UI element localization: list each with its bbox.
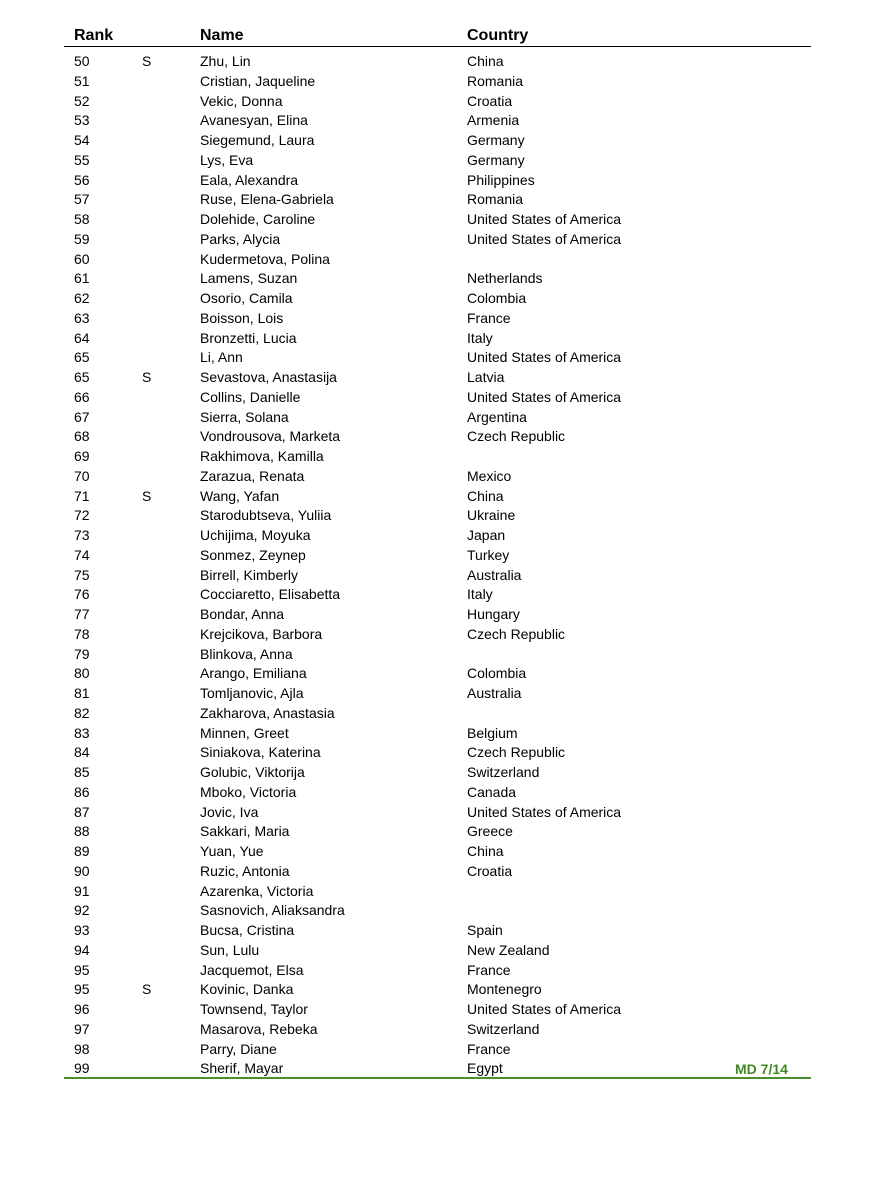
table-row <box>64 526 811 546</box>
footer-divider <box>64 1077 811 1079</box>
row-name: Golubic, Viktorija <box>200 764 305 780</box>
row-name: Dolehide, Caroline <box>200 211 316 227</box>
row-name: Boisson, Lois <box>200 309 284 326</box>
table-row <box>64 585 811 605</box>
row-rank: 67 <box>74 408 90 425</box>
row-country: France <box>467 1040 511 1057</box>
row-rank: 65 <box>74 349 90 366</box>
row-rank: 69 <box>74 448 90 464</box>
row-mark: S <box>142 53 152 69</box>
row-name: Sasnovich, Aliaksandra <box>200 902 345 919</box>
row-name: Bondar, Anna <box>200 606 285 622</box>
table-row <box>64 961 811 981</box>
row-rank: 95 <box>74 981 90 998</box>
row-country: Croatia <box>467 862 513 879</box>
row-country: Hungary <box>467 606 520 622</box>
row-name: Sierra, Solana <box>200 408 289 425</box>
row-name: Zakharova, Anastasia <box>200 704 335 721</box>
row-country: Belgium <box>467 724 518 741</box>
table-row <box>64 901 811 921</box>
table-row <box>64 427 811 447</box>
row-name: Sonmez, Zeynep <box>200 546 306 563</box>
row-country: United States of America <box>467 388 622 405</box>
row-rank: 61 <box>74 270 90 287</box>
row-country: Romania <box>467 191 524 208</box>
row-rank: 95 <box>74 961 90 978</box>
row-country: Switzerland <box>467 764 540 780</box>
row-rank: 94 <box>74 941 90 958</box>
row-rank: 64 <box>74 329 90 346</box>
row-name: Sevastova, Anastasija <box>200 369 337 385</box>
row-name: Parks, Alycia <box>200 230 281 247</box>
row-name: Minnen, Greet <box>200 724 289 741</box>
row-country: Germany <box>467 132 525 148</box>
row-rank: 84 <box>74 744 90 761</box>
row-rank: 78 <box>74 625 90 642</box>
table-row <box>64 190 811 210</box>
row-name: Krejcikova, Barbora <box>200 625 323 642</box>
row-country: Australia <box>467 566 522 583</box>
row-name: Starodubtseva, Yuliia <box>200 507 332 524</box>
row-rank: 63 <box>74 309 90 326</box>
table-row <box>64 269 811 289</box>
row-country: Mexico <box>467 467 512 484</box>
table-row <box>64 348 811 368</box>
row-name: Arango, Emiliana <box>200 665 307 682</box>
row-country: Italy <box>467 586 493 603</box>
row-rank: 98 <box>74 1040 90 1057</box>
table-row <box>64 645 811 665</box>
row-name: Vekic, Donna <box>200 92 283 109</box>
row-country: Montenegro <box>467 981 542 998</box>
row-country: Switzerland <box>467 1020 540 1037</box>
header-rank: Rank <box>74 27 114 44</box>
row-name: Avanesyan, Elina <box>200 112 308 129</box>
table-row <box>64 506 811 526</box>
row-country: Spain <box>467 922 503 938</box>
table-row <box>64 842 811 862</box>
row-mark: S <box>142 487 152 504</box>
table-row <box>64 467 811 487</box>
table-row <box>64 783 811 803</box>
row-rank: 81 <box>74 685 90 701</box>
row-name: Vondrousova, Marketa <box>200 428 341 445</box>
table-row <box>64 882 811 902</box>
row-rank: 88 <box>74 823 90 840</box>
row-name: Lamens, Suzan <box>200 270 298 287</box>
row-country: United States of America <box>467 349 622 366</box>
row-mark: S <box>142 981 152 998</box>
row-name: Kudermetova, Polina <box>200 250 330 267</box>
row-name: Rakhimova, Kamilla <box>200 448 324 464</box>
table-row <box>64 447 811 467</box>
table-row <box>64 980 811 1000</box>
row-name: Eala, Alexandra <box>200 171 299 188</box>
row-name: Sakkari, Maria <box>200 823 290 840</box>
row-rank: 89 <box>74 843 90 859</box>
row-country: Croatia <box>467 92 513 109</box>
row-country: Greece <box>467 823 513 840</box>
row-name: Sun, Lulu <box>200 941 260 958</box>
row-rank: 74 <box>74 546 90 563</box>
row-name: Birrell, Kimberly <box>200 566 299 583</box>
header-name: Name <box>200 27 244 44</box>
row-name: Masarova, Rebeka <box>200 1020 318 1037</box>
row-name: Jovic, Iva <box>200 803 259 820</box>
row-rank: 58 <box>74 211 90 227</box>
table-row <box>64 230 811 250</box>
row-country: Japan <box>467 527 506 543</box>
row-name: Sherif, Mayar <box>200 1060 284 1077</box>
row-rank: 54 <box>74 132 90 148</box>
table-row <box>64 131 811 151</box>
table-body <box>64 52 811 1079</box>
row-country: France <box>467 961 511 978</box>
row-country: Czech Republic <box>467 428 566 445</box>
row-country: Armenia <box>467 112 520 129</box>
row-country: Egypt <box>467 1060 503 1077</box>
table-row <box>64 388 811 408</box>
row-name: Tomljanovic, Ajla <box>200 685 304 701</box>
row-country: Colombia <box>467 290 527 306</box>
row-rank: 53 <box>74 112 90 129</box>
row-rank: 55 <box>74 151 90 168</box>
table-header <box>64 24 811 47</box>
row-name: Osorio, Camila <box>200 290 293 306</box>
row-country: Philippines <box>467 171 535 188</box>
row-country: Turkey <box>467 546 510 563</box>
row-rank: 59 <box>74 230 90 247</box>
row-country: United States of America <box>467 803 622 820</box>
row-rank: 99 <box>74 1060 90 1077</box>
table-row <box>64 210 811 230</box>
table-row <box>64 487 811 507</box>
row-country: Colombia <box>467 665 527 682</box>
row-mark: S <box>142 369 152 385</box>
header-country: Country <box>467 27 529 44</box>
row-name: Mboko, Victoria <box>200 783 297 800</box>
row-name: Cocciaretto, Elisabetta <box>200 586 341 603</box>
row-name: Yuan, Yue <box>200 843 264 859</box>
row-country: New Zealand <box>467 941 550 958</box>
table-row <box>64 566 811 586</box>
row-name: Zhu, Lin <box>200 53 251 69</box>
table-row <box>64 862 811 882</box>
table-row <box>64 329 811 349</box>
row-name: Parry, Diane <box>200 1040 277 1057</box>
row-rank: 70 <box>74 467 90 484</box>
row-rank: 52 <box>74 92 90 109</box>
row-country: Netherlands <box>467 270 543 287</box>
table-row <box>64 250 811 270</box>
row-country: United States of America <box>467 1001 622 1017</box>
row-name: Jacquemot, Elsa <box>200 961 304 978</box>
table-row <box>64 408 811 428</box>
table-row <box>64 151 811 171</box>
row-rank: 56 <box>74 171 90 188</box>
row-rank: 93 <box>74 922 90 938</box>
row-rank: 77 <box>74 606 90 622</box>
row-country: Argentina <box>467 408 527 425</box>
row-rank: 75 <box>74 566 90 583</box>
table-row <box>64 72 811 92</box>
table-row <box>64 743 811 763</box>
table-row <box>64 111 811 131</box>
table-row <box>64 52 811 72</box>
row-country: Latvia <box>467 369 505 385</box>
row-rank: 82 <box>74 704 90 721</box>
table-row <box>64 1020 811 1040</box>
table-row <box>64 921 811 941</box>
row-rank: 87 <box>74 803 90 820</box>
table-row <box>64 368 811 388</box>
row-country: China <box>467 843 504 859</box>
table-row <box>64 822 811 842</box>
row-rank: 96 <box>74 1001 90 1017</box>
page-code: MD 7/14 <box>735 1061 788 1077</box>
row-name: Ruzic, Antonia <box>200 862 290 879</box>
row-rank: 62 <box>74 290 90 306</box>
row-name: Townsend, Taylor <box>200 1001 308 1017</box>
row-rank: 66 <box>74 388 90 405</box>
row-rank: 50 <box>74 53 90 69</box>
table-row <box>64 92 811 112</box>
row-rank: 72 <box>74 507 90 524</box>
table-row <box>64 941 811 961</box>
row-rank: 51 <box>74 72 90 89</box>
row-rank: 91 <box>74 882 90 899</box>
row-rank: 80 <box>74 665 90 682</box>
row-rank: 60 <box>74 250 90 267</box>
row-name: Blinkova, Anna <box>200 645 293 662</box>
row-name: Li, Ann <box>200 349 243 366</box>
table-row <box>64 289 811 309</box>
table-row <box>64 684 811 704</box>
row-rank: 97 <box>74 1020 90 1037</box>
table-row <box>64 1040 811 1060</box>
row-rank: 71 <box>74 487 90 504</box>
table-row <box>64 1000 811 1020</box>
row-country: Ukraine <box>467 507 516 524</box>
row-name: Cristian, Jaqueline <box>200 72 316 89</box>
row-rank: 79 <box>74 645 90 662</box>
row-rank: 86 <box>74 783 90 800</box>
table-row <box>64 309 811 329</box>
row-name: Lys, Eva <box>200 151 254 168</box>
row-country: Germany <box>467 151 525 168</box>
row-rank: 65 <box>74 369 90 385</box>
table-row <box>64 605 811 625</box>
row-name: Collins, Danielle <box>200 388 301 405</box>
row-rank: 85 <box>74 764 90 780</box>
row-country: France <box>467 309 511 326</box>
row-rank: 90 <box>74 862 90 879</box>
row-country: China <box>467 487 504 504</box>
row-name: Siniakova, Katerina <box>200 744 321 761</box>
row-rank: 73 <box>74 527 90 543</box>
row-name: Uchijima, Moyuka <box>200 527 311 543</box>
row-name: Ruse, Elena-Gabriela <box>200 191 334 208</box>
row-name: Zarazua, Renata <box>200 467 305 484</box>
row-country: Czech Republic <box>467 625 566 642</box>
row-country: Australia <box>467 685 522 701</box>
row-name: Azarenka, Victoria <box>200 882 314 899</box>
row-country: United States of America <box>467 211 622 227</box>
table-row <box>64 763 811 783</box>
row-rank: 83 <box>74 724 90 741</box>
table-row <box>64 625 811 645</box>
row-country: Czech Republic <box>467 744 566 761</box>
row-country: China <box>467 53 504 69</box>
table-row <box>64 546 811 566</box>
row-name: Bronzetti, Lucia <box>200 329 297 346</box>
table-row <box>64 664 811 684</box>
row-rank: 68 <box>74 428 90 445</box>
row-rank: 92 <box>74 902 90 919</box>
table-row <box>64 803 811 823</box>
table-row <box>64 724 811 744</box>
row-country: Italy <box>467 329 493 346</box>
row-country: Canada <box>467 783 517 800</box>
row-rank: 76 <box>74 586 90 603</box>
row-name: Wang, Yafan <box>200 487 280 504</box>
row-name: Kovinic, Danka <box>200 981 294 998</box>
row-rank: 57 <box>74 191 90 208</box>
row-name: Siegemund, Laura <box>200 132 315 148</box>
row-country: United States of America <box>467 230 622 247</box>
table-row <box>64 704 811 724</box>
row-country: Romania <box>467 72 524 89</box>
table-row <box>64 171 811 191</box>
row-name: Bucsa, Cristina <box>200 922 295 938</box>
